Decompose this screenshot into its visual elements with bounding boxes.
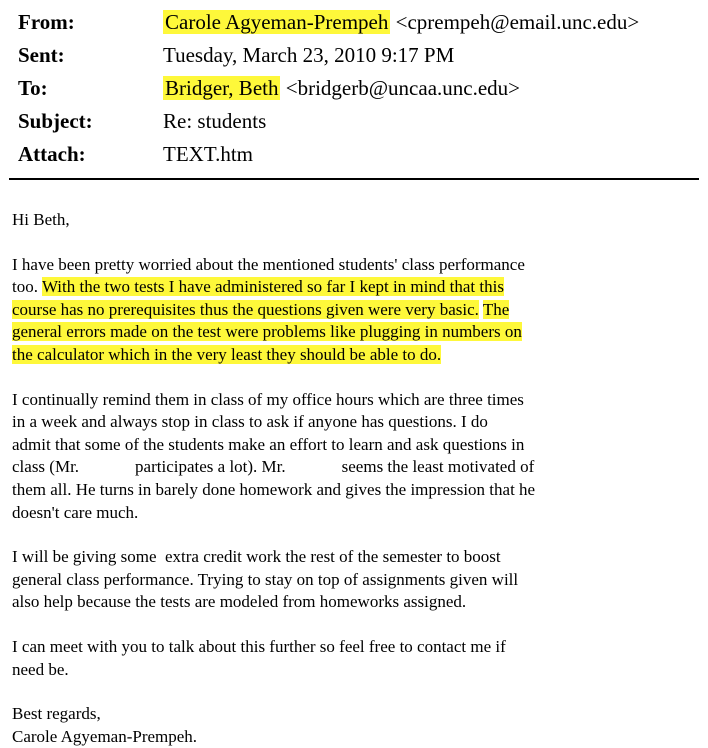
p2-line-4 [12,456,612,479]
to-email: <bridgerb@uncaa.unc.edu> [285,76,521,100]
signature: Carole Agyeman-Prempeh. [12,726,198,746]
p1-line-5 [12,344,612,367]
from-value [163,6,639,39]
p2-line-3: admit that some of the students make an effort to learn and ask questions in [12,434,525,454]
email-body [12,209,612,748]
p1-line-1: I have been pretty worried about the mentioned students' class performance [12,254,525,274]
p2-line-4a: class (Mr. [12,457,80,477]
paragraph-4 [12,636,612,681]
p1-line-3 [12,299,612,322]
p1-highlight-5: the calculator which in the very least they should be able to do. [12,344,442,364]
p3-line-1: I will be giving some extra credit work the rest of the semester to boost [12,547,501,567]
p2-line-5: them all. He turns in barely done homework and gives the impression that he [12,479,536,499]
from-row [18,6,698,39]
p4-line-2: need be. [12,659,69,679]
attach-row [18,138,698,171]
attachment-name: TEXT.htm [163,142,254,166]
paragraph-1 [12,254,612,367]
subject-value: Re: students [163,109,267,133]
p2-line-4c: seems the least motivated of [341,457,535,477]
greeting [12,209,612,232]
sign-off [12,703,612,748]
to-row [18,72,698,105]
to-value [163,72,520,105]
to-name: Bridger, Beth [165,76,279,100]
p1-line-2 [12,276,612,299]
paragraph-3 [12,546,612,614]
sent-value: Tuesday, March 23, 2010 9:17 PM [163,43,455,67]
p3-line-3: also help because the tests are modeled from homeworks assigned. [12,592,467,612]
p1-line-2a: too. [12,277,38,297]
p2-line-4b: participates a lot). Mr. [135,457,286,477]
sent-label: Sent: [18,43,65,67]
to-label: To: [18,76,48,100]
paragraph-2 [12,389,612,525]
p3-line-2: general class performance. Trying to stay on top of assignments given will [12,569,519,589]
p1-highlight-2: course has no prerequisites thus the questions given were very basic. [12,299,479,319]
p1-highlight-3: The [482,299,510,319]
p2-line-1: I continually remind them in class of my office hours which are three times [12,389,524,409]
p2-line-6: doesn't care much. [12,502,139,522]
sent-row [18,39,698,72]
from-name: Carole Agyeman-Prempeh [165,10,389,34]
p1-line-4 [12,321,612,344]
p1-highlight-4: general errors made on the test were problems like plugging in numbers on [12,322,522,342]
subject-label: Subject: [18,109,93,133]
email-header [18,6,698,171]
from-label: From: [18,10,75,34]
p4-line-1: I can meet with you to talk about this further so feel free to contact me if [12,636,506,656]
from-email: <cprempeh@email.unc.edu> [395,10,640,34]
subject-row [18,105,698,138]
p2-line-2: in a week and always stop in class to ask if anyone has questions. I do [12,412,488,432]
header-divider [9,178,699,180]
attach-label: Attach: [18,142,86,166]
greeting-text: Hi Beth, [12,210,70,229]
closing: Best regards, [12,704,101,724]
p1-highlight-1: With the two tests I have administered so far I kept in mind that this [41,277,504,297]
